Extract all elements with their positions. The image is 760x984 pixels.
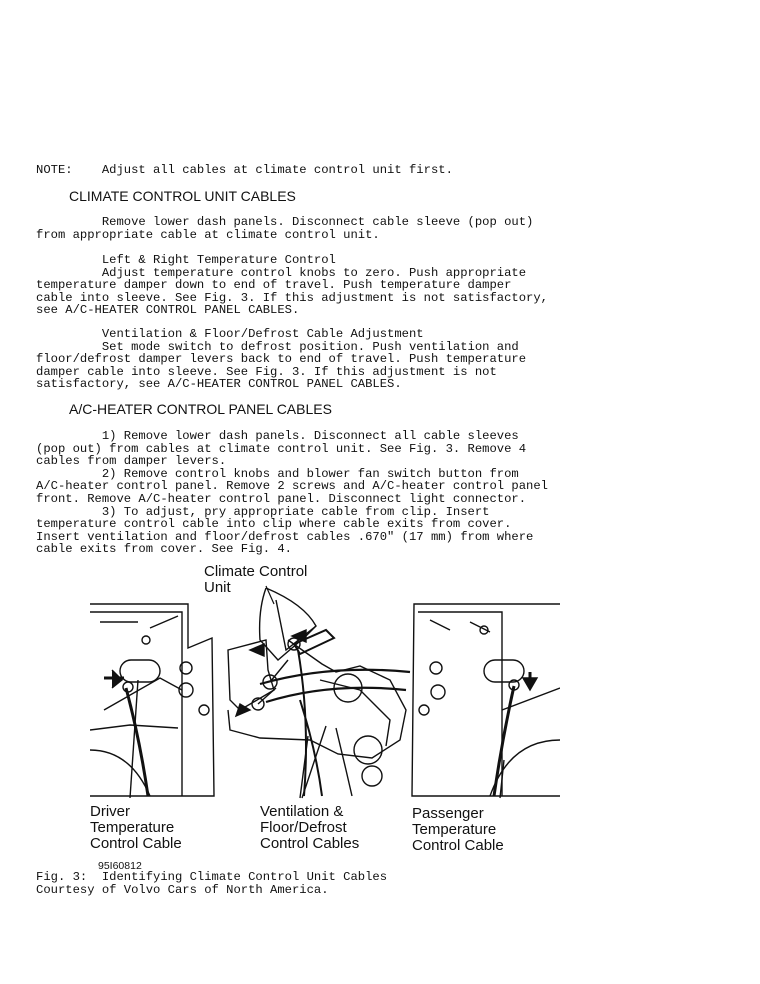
paragraph-remove-panels: Remove lower dash panels. Disconnect cable sleeve (pop out) from appropriate cable at climate control unit. <box>36 215 534 242</box>
label-driver-cable: Driver Temperature Control Cable <box>90 803 182 852</box>
section-heading-climate-control: CLIMATE CONTROL UNIT CABLES <box>69 188 296 204</box>
label-ventilation-cables: Ventilation & Floor/Defrost Control Cables <box>260 803 360 852</box>
figure-climate-control-cables <box>90 560 560 880</box>
paragraph-ac-heater-steps: 1) Remove lower dash panels. Disconnect all cable sleeves (pop out) from cables at climate control unit. See Fig. 3. Remove 4 cables from damper levers. 2) Remove control knobs and blower fan switch button from A/C-heater control panel. Remove 2 screws and A/C-heater control panel front. Remove A/C-heater control panel. Disconnect light connector. 3) To adjust, pry appropriate cable from clip. Insert temperature control cable into clip where cable exits from cover. Insert ventilation and floor/defrost cables .670" (17 mm) from where cable exits from cover. See Fig. 4. <box>36 429 548 557</box>
paragraph-temperature-control: Adjust temperature control knobs to zero. Push appropriate temperature damper down to end of travel. Push temperature damper cable into sleeve. See Fig. 3. If this adjustment is not satisfactory, see A/C-HEATER CONTROL PANEL CABLES. <box>36 265 548 318</box>
note-text: NOTE: Adjust all cables at climate control unit first. <box>36 163 453 177</box>
label-passenger-cable: Passenger Temperature Control Cable <box>412 805 504 854</box>
subheading-temperature-control: Left & Right Temperature Control <box>36 253 336 267</box>
subheading-ventilation: Ventilation & Floor/Defrost Cable Adjustment <box>36 327 424 341</box>
section-heading-ac-heater: A/C-HEATER CONTROL PANEL CABLES <box>69 401 332 417</box>
figure-caption: Fig. 3: Identifying Climate Control Unit Cables Courtesy of Volvo Cars of North America. <box>36 870 388 897</box>
paragraph-ventilation: Set mode switch to defrost position. Push ventilation and floor/defrost damper levers back to end of travel. Push temperature damper cable into sleeve. See Fig. 3. If this adjustment is not satisfactory, see A/C-HEATER CONTROL PANEL CABLES. <box>36 339 527 392</box>
label-climate-control-unit: Climate Control Unit <box>204 563 308 596</box>
figure-code: 95I60812 <box>98 860 142 872</box>
